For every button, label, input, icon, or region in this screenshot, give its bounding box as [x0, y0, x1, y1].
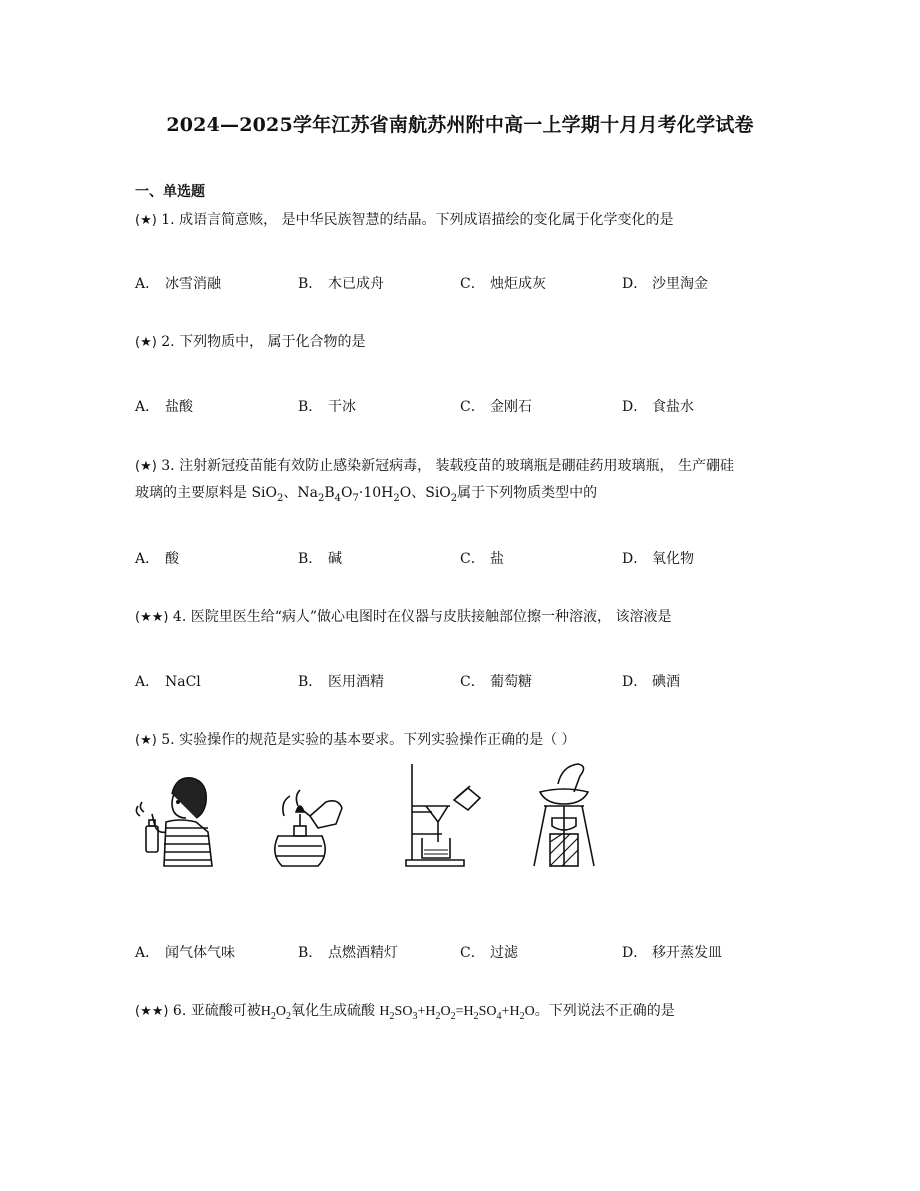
option-b: B． 干冰: [298, 399, 356, 415]
option-a: A． 闻气体气味: [135, 945, 235, 961]
option-a: A． 酸: [135, 551, 179, 567]
question-4: [135, 604, 795, 631]
option-d: D． 移开蒸发皿: [622, 945, 722, 961]
evaporating-dish-figure: [518, 762, 608, 874]
option-d: D． 碘酒: [622, 674, 680, 690]
option-c: C． 过滤: [460, 945, 518, 961]
section-heading: 一、单选题: [135, 184, 205, 200]
options-5: [135, 942, 795, 966]
difficulty-stars: (★★): [135, 610, 169, 625]
option-b: B． 医用酒精: [298, 674, 384, 690]
option-b: B． 碱: [298, 551, 342, 567]
option-d: D． 沙里淘金: [622, 276, 708, 292]
page-title: 2024—2025学年江苏省南航苏州附中高一上学期十月月考化学试卷: [166, 114, 754, 136]
question-2: [135, 329, 795, 356]
options-4: [135, 671, 795, 695]
experiment-figures: [130, 762, 610, 874]
difficulty-stars: (★): [135, 213, 157, 228]
option-c: C． 盐: [460, 551, 504, 567]
filtration-figure: [392, 762, 502, 874]
question-3: [135, 453, 795, 512]
question-text: 1. 成语言简意赅， 是中华民族智慧的结晶。下列成语描绘的变化属于化学变化的是: [161, 212, 674, 228]
question-text: 2. 下列物质中， 属于化合物的是: [161, 334, 366, 350]
option-b: B． 木已成舟: [298, 276, 384, 292]
question-text: 5. 实验操作的规范是实验的基本要求。下列实验操作正确的是（ ）: [161, 732, 576, 748]
alcohol-lamp-figure: [260, 762, 350, 874]
options-3: [135, 548, 795, 572]
option-a: A． 冰雪消融: [135, 276, 221, 292]
question-text-line2: 玻璃的主要原料是 SiO$_2$、$Na_2B_4O_7\cdot 10H_2O$、SiO$_2$属于下列物质类型中的: [135, 485, 598, 504]
option-c: C． 烛炬成灰: [460, 276, 546, 292]
smell-gas-figure: [130, 762, 220, 874]
option-a: A． 盐酸: [135, 399, 193, 415]
option-d: D． 氧化物: [622, 551, 694, 567]
question-5: [135, 727, 795, 754]
difficulty-stars: (★★): [135, 1004, 169, 1019]
option-a: A． NaCl: [135, 674, 201, 690]
h2o2-formula: $H_2O_2$: [260, 1004, 291, 1022]
question-text-line1: 3. 注射新冠疫苗能有效防止感染新冠病毒， 装载疫苗的玻璃瓶是硼硅药用玻璃瓶， 生产硼硅: [161, 458, 734, 474]
question-6: (★★) 6. 亚硫酸可被$H_2O_2$氧化生成硫酸 $H_2SO_3+H_2O_2=H_2SO_4+H_2O$。下列说法不正确的是: [135, 1003, 675, 1022]
option-d: D． 食盐水: [622, 399, 694, 415]
options-2: [135, 396, 795, 420]
difficulty-stars: (★): [135, 459, 157, 474]
question-text: 4. 医院里医生给“病人”做心电图时在仪器与皮肤接触部位擦一种溶液， 该溶液是: [172, 609, 672, 625]
difficulty-stars: (★): [135, 733, 157, 748]
reaction-equation: $H_2SO_3+H_2O_2=H_2SO_4+H_2O$: [379, 1004, 535, 1022]
difficulty-stars: (★): [135, 335, 157, 350]
option-b: B． 点燃酒精灯: [298, 945, 398, 961]
options-1: [135, 273, 795, 297]
option-c: C． 金刚石: [460, 399, 532, 415]
question-1: [135, 207, 795, 234]
option-c: C． 葡萄糖: [460, 674, 532, 690]
